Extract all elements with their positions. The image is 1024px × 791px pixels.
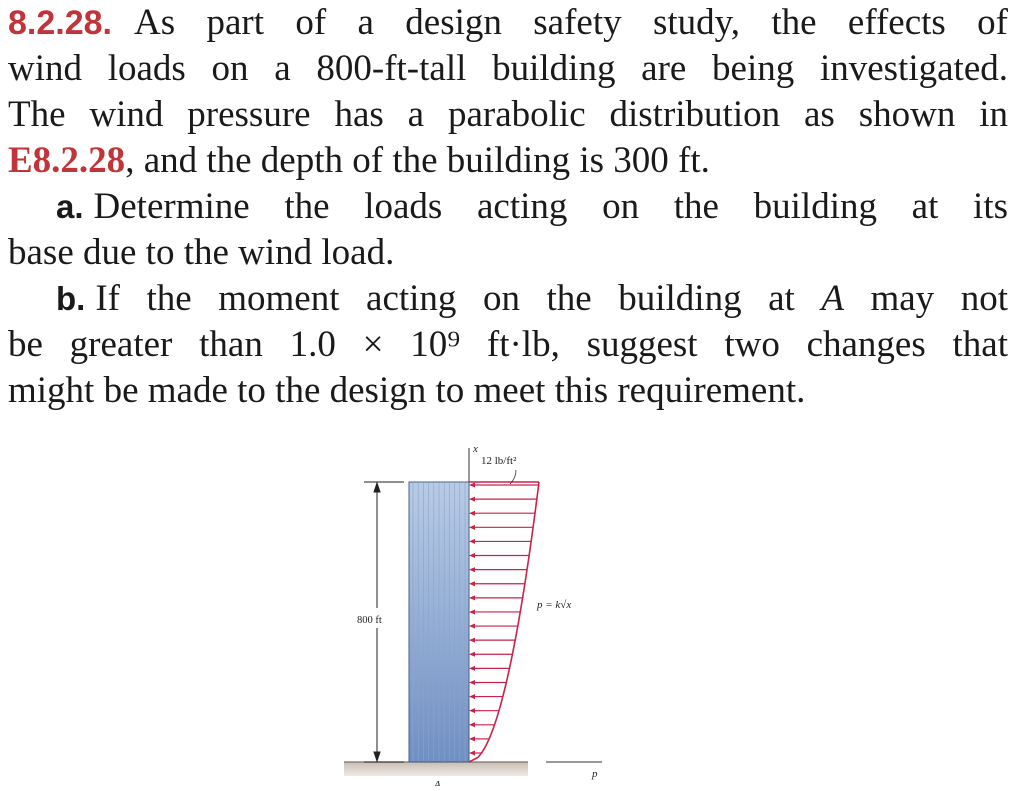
part-b-text-post: may not xyxy=(870,278,1008,319)
pressure-arrow xyxy=(469,581,525,586)
figure-drawing xyxy=(340,440,630,786)
wind-load-figure xyxy=(340,440,630,786)
problem-intro-text: As part of a design safety study, the effects of xyxy=(133,2,1008,43)
pressure-arrow xyxy=(469,553,529,558)
part-b-line-2: be greater than 1.0 × 10⁹ ft·lb, suggest two changes that xyxy=(8,324,1008,365)
part-b-text-pre: If the moment acting on the building at xyxy=(95,278,795,319)
part-a-line-2: base due to the wind load. xyxy=(8,232,395,273)
pressure-curve xyxy=(469,482,539,762)
ground xyxy=(344,762,528,776)
problem-line-2: wind loads on a 800-ft-tall building are being investigated. xyxy=(8,48,1008,89)
part-b-point: A xyxy=(821,278,844,319)
pressure-arrow xyxy=(469,722,495,727)
pressure-arrow xyxy=(469,736,489,741)
pressure-arrow xyxy=(469,511,535,516)
pressure-arrow xyxy=(469,539,531,544)
pressure-arrow xyxy=(469,609,520,614)
problem-line-3: The wind pressure has a parabolic distribution as shown in xyxy=(8,94,1008,135)
pressure-arrow xyxy=(469,652,512,657)
problem-number: 8.2.28. xyxy=(8,4,112,42)
problem-line-4 xyxy=(8,138,1008,184)
pressure-arrow xyxy=(469,666,509,671)
pressure-arrow xyxy=(469,624,518,629)
top-pressure-label: 12 lb/ft² xyxy=(481,455,517,467)
pressure-formula-label: p = k√x xyxy=(537,599,572,611)
part-a-line-1 xyxy=(8,184,1008,230)
figure-reference: E8.2.28 xyxy=(8,140,126,181)
problem-line-4-rest: , and the depth of the building is 300 ft. xyxy=(125,140,710,181)
part-a-text: Determine the loads acting on the building at its xyxy=(93,186,1008,227)
pressure-arrow xyxy=(469,680,506,685)
pressure-arrow xyxy=(469,525,533,530)
part-b-label: b. xyxy=(56,280,86,317)
part-b-line-1 xyxy=(8,276,1008,322)
height-label: 800 ft xyxy=(357,615,382,626)
base-point-label: A xyxy=(434,779,441,786)
pressure-arrow xyxy=(469,497,537,502)
pressure-arrow xyxy=(469,694,503,699)
part-a-label: a. xyxy=(56,188,84,225)
pressure-arrow xyxy=(469,708,499,713)
pressure-arrow xyxy=(469,638,515,643)
problem-statement xyxy=(8,0,1008,414)
part-b-line-3: might be made to the design to meet this requirement. xyxy=(8,370,806,411)
pressure-arrow xyxy=(469,483,539,488)
building xyxy=(409,482,469,762)
x-axis-label: x xyxy=(473,443,478,455)
pressure-arrow xyxy=(469,595,523,600)
p-axis-label: p xyxy=(592,768,598,780)
pressure-arrow xyxy=(469,567,527,572)
problem-line-1 xyxy=(8,0,1008,46)
pressure-distribution xyxy=(469,482,539,762)
